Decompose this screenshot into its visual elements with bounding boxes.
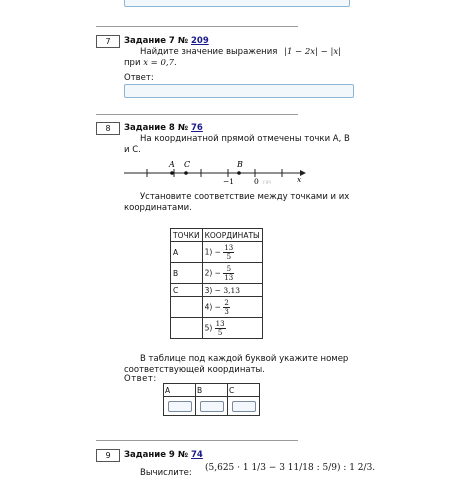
task-expression: (5,625 · 1 1/3 − 3 11/18 : 5/9) : 1 2/3. [205, 463, 376, 473]
coordinate-sign: − [214, 268, 221, 277]
coordinate-sign: − [214, 302, 221, 311]
task-number-badge: 9 [96, 449, 120, 462]
task-text: Вычислите: [140, 468, 192, 478]
table-row [171, 284, 263, 297]
coordinate-sign: − [214, 247, 221, 256]
table-cell-point: B [171, 263, 203, 284]
task-link[interactable]: 76 [191, 123, 203, 133]
task-link[interactable]: 74 [191, 450, 203, 460]
task-title [124, 450, 203, 460]
task-title [124, 123, 203, 133]
point-c-marker [184, 171, 188, 175]
point-b-marker [237, 171, 241, 175]
task-divider [96, 114, 298, 115]
table-header-points: ТОЧКИ [171, 229, 203, 242]
answer-input-a[interactable] [168, 401, 192, 412]
answer-table [163, 383, 260, 416]
task-divider [96, 440, 298, 441]
tick-label-zero: 0 [254, 177, 259, 186]
coordinate-fraction: $\frac{13}{5}$ [224, 243, 234, 261]
coordinate-fraction: $\frac{5}{13}$ [224, 264, 234, 282]
task-divider [96, 26, 298, 27]
task-text: На координатной прямой отмечены точки A, B и C. [124, 134, 350, 155]
task-instruction: Установите соответствие между точками и их координатами. [124, 192, 350, 213]
number-line [120, 156, 310, 188]
point-label-c: C [184, 160, 191, 169]
answer-cell [196, 397, 228, 416]
task-expression: |1 − 2x| − |x| [284, 47, 341, 57]
table-row [171, 318, 263, 339]
coordinate-value: − 3,13 [214, 285, 241, 295]
table-cell-point: C [171, 284, 203, 297]
table-header-row [171, 229, 263, 242]
task-number-badge: 7 [96, 35, 120, 48]
table-row [171, 297, 263, 318]
task-title-prefix: Задание 8 № [124, 123, 189, 133]
tick-label-minus-one: −1 [223, 177, 235, 186]
previous-answer-input[interactable] [124, 0, 350, 7]
task-title-prefix: Задание 9 № [124, 450, 189, 460]
task-instruction: В таблице под каждой буквой укажите номер соответствующей координаты. [124, 354, 349, 375]
table-cell-coordinate [202, 284, 262, 297]
answer-input[interactable] [124, 84, 354, 98]
table-cell-coordinate [202, 242, 262, 263]
coordinate-number: 1) [204, 247, 213, 256]
matching-table [170, 228, 263, 339]
answer-cell [164, 397, 196, 416]
coordinate-number: 4) [204, 302, 213, 311]
task-title [124, 36, 209, 46]
answer-label: Ответ: [124, 73, 154, 83]
table-cell-point [171, 318, 203, 339]
task-number-badge: 8 [96, 122, 120, 135]
answer-input-c[interactable] [232, 401, 256, 412]
task-text [124, 47, 350, 69]
coordinate-fraction: $\frac{2}{3}$ [224, 298, 229, 316]
table-cell-point [171, 297, 203, 318]
coordinate-number: 2) [204, 268, 213, 277]
point-a-marker [170, 171, 174, 175]
coordinate-fraction: $\frac{13}{5}$ [215, 319, 225, 337]
task-title-prefix: Задание 7 № [124, 36, 189, 46]
table-cell-coordinate [202, 297, 262, 318]
answer-input-b[interactable] [200, 401, 224, 412]
task-condition: x = 0,7. [143, 58, 177, 68]
coordinate-number: 5) [204, 323, 213, 332]
table-cell-coordinate [202, 318, 262, 339]
axis-label-x: x [297, 175, 302, 184]
table-row [171, 263, 263, 284]
point-label-a: A [169, 160, 175, 169]
answer-column-a: A [164, 384, 196, 397]
table-header-coordinates: КООРДИНАТЫ [202, 229, 262, 242]
table-row [171, 242, 263, 263]
watermark: FIPI [263, 181, 271, 186]
task-link[interactable]: 209 [191, 36, 209, 46]
answer-cell [228, 397, 260, 416]
table-cell-point: A [171, 242, 203, 263]
answer-label: Ответ: [124, 374, 157, 384]
task-text-line1: Найдите значение выражения [140, 47, 278, 57]
task-text-line2: при [124, 58, 141, 68]
answer-column-b: B [196, 384, 228, 397]
point-label-b: B [237, 160, 243, 169]
table-cell-coordinate [202, 263, 262, 284]
answer-column-c: C [228, 384, 260, 397]
coordinate-number: 3) [204, 285, 213, 295]
